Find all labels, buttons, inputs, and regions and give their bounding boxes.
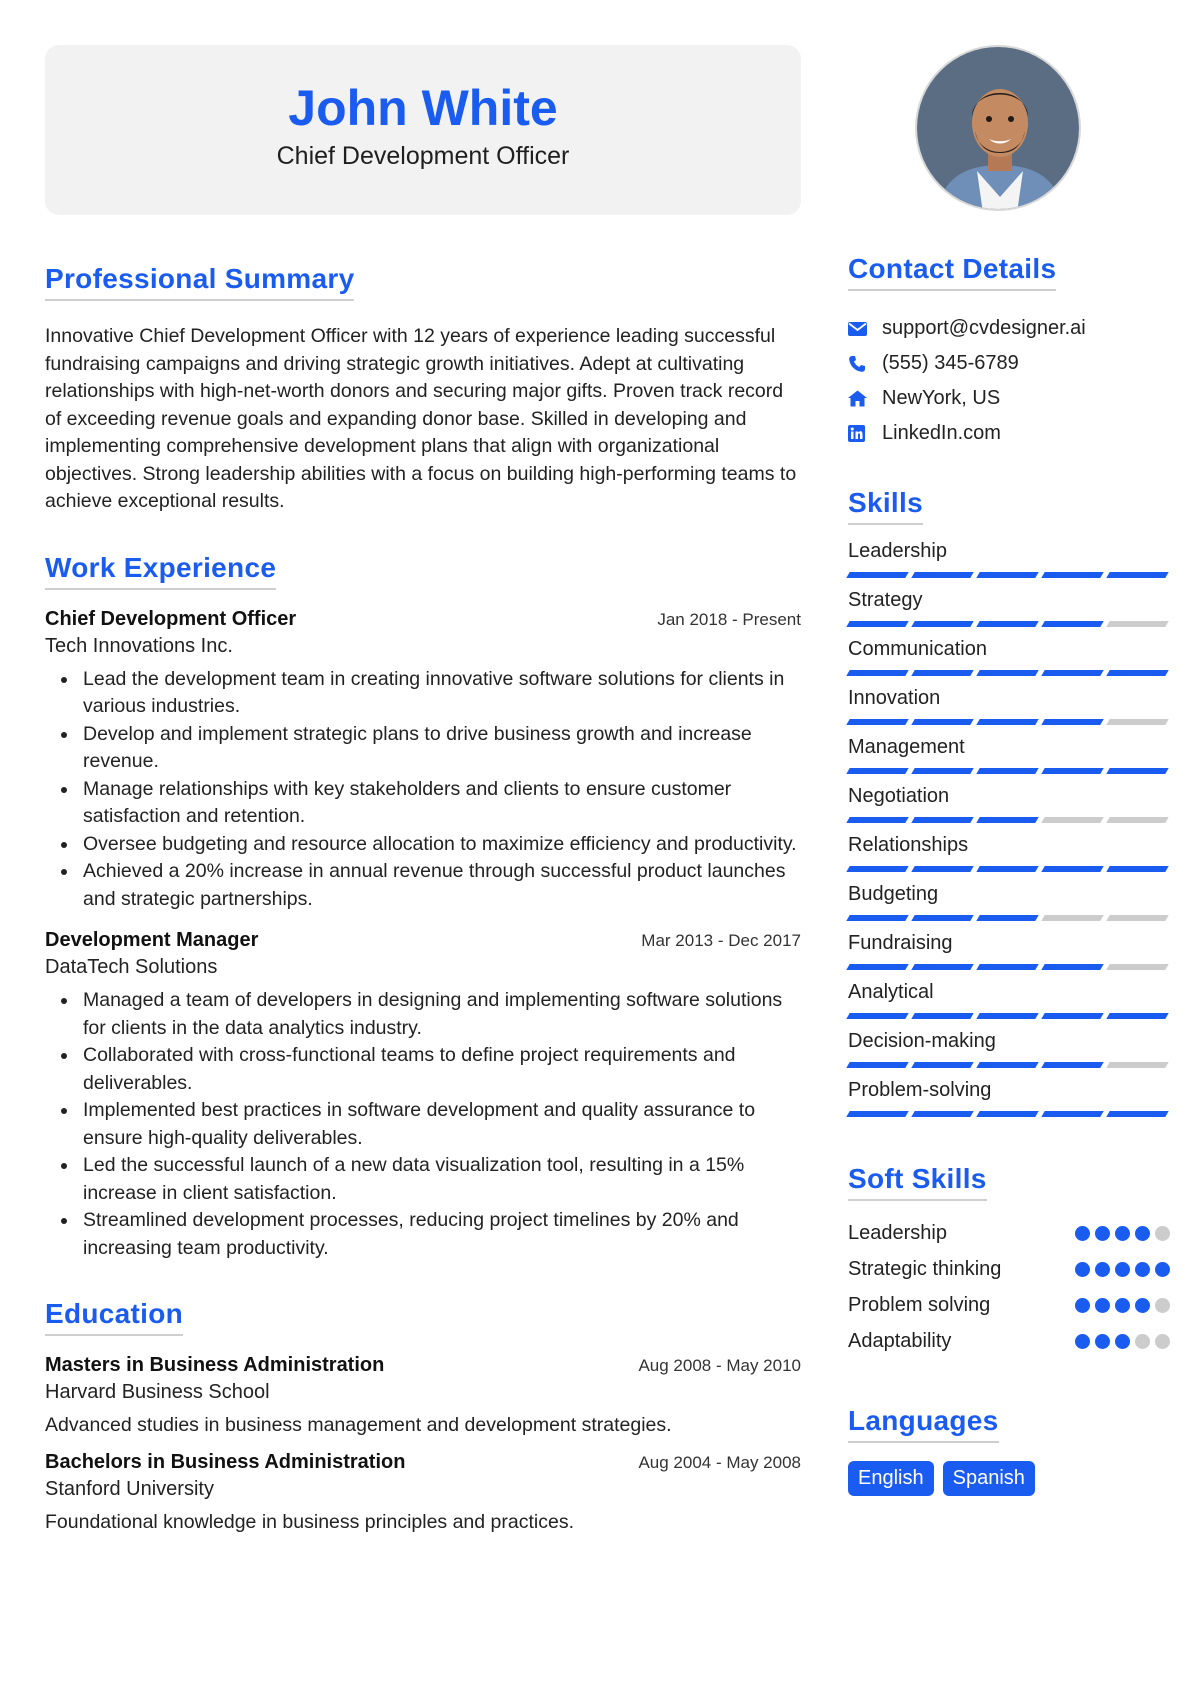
rating-dot [1095,1226,1110,1241]
skill-level-segment [1106,1062,1168,1068]
bullet-item: Achieved a 20% increase in annual revenue through successful product launches and strategic partnerships. [45,858,801,913]
skill-name: Leadership [848,540,947,562]
main-column [45,45,801,1534]
candidate-name: John White [288,80,558,136]
contact-linkedin[interactable] [848,416,1170,451]
linkedin-icon [848,425,882,442]
skill-level-segment [1041,1111,1103,1117]
skill-level-segment [846,719,908,725]
skill-level-segment [846,768,908,774]
skill-item [848,637,1170,676]
skill-item [848,588,1170,627]
company-name: Tech Innovations Inc. [45,634,233,657]
bullet-item: Develop and implement strategic plans to drive business growth and increase revenue. [45,721,801,776]
linkedin-text: LinkedIn.com [882,422,1001,444]
rating-dot [1075,1298,1090,1313]
skill-item [848,539,1170,578]
job-title: Chief Development Officer [45,607,297,630]
skill-name: Relationships [848,834,969,856]
skill-level-segment [911,1111,973,1117]
job-entry [45,929,801,1262]
rating-dot [1075,1226,1090,1241]
skill-level-segment [846,572,908,578]
skill-item [848,980,1170,1019]
skill-level-segment [976,964,1038,970]
email-text: support@cvdesigner.ai [882,317,1086,339]
contact-phone[interactable] [848,346,1170,381]
skill-level-segment [846,670,908,676]
skill-level-segment [911,621,973,627]
skill-level-segment [1106,670,1168,676]
skill-name: Analytical [848,981,934,1003]
skill-level-bar [848,1013,1170,1019]
skill-level-segment [1106,1111,1168,1117]
soft-skill-name: Strategic thinking [848,1257,1002,1280]
location-text: NewYork, US [882,387,1001,409]
skill-level-segment [846,964,908,970]
rating-dot [1155,1334,1170,1349]
skill-level-segment [1041,719,1103,725]
skill-name: Negotiation [848,785,950,807]
contact-location [848,381,1170,416]
header-card [45,45,801,215]
skill-name: Innovation [848,687,941,709]
skill-level-segment [1041,768,1103,774]
skill-level-bar [848,572,1170,578]
skills-heading: Skills [848,487,923,525]
job-bullets [45,987,801,1262]
skill-level-segment [911,670,973,676]
rating-dot [1115,1298,1130,1313]
skill-level-segment [1106,719,1168,725]
skill-name: Communication [848,638,987,660]
contact-list [848,311,1170,451]
skill-name: Strategy [848,589,923,611]
skill-level-segment [1041,621,1103,627]
job-bullets [45,666,801,914]
education-dates: Aug 2008 - May 2010 [638,1356,801,1375]
skill-level-segment [911,768,973,774]
skills-list [848,539,1170,1117]
contact-heading: Contact Details [848,253,1056,291]
job-dates: Jan 2018 - Present [657,609,801,629]
skill-level-segment [911,915,973,921]
skill-level-segment [1041,572,1103,578]
skill-item [848,833,1170,872]
bullet-item: Implemented best practices in software development and quality assurance to ensure high-quality deliverables. [45,1097,801,1152]
skill-level-segment [1041,1062,1103,1068]
skill-level-segment [976,572,1038,578]
skill-level-segment [976,1013,1038,1019]
soft-skill-rating [1075,1262,1170,1277]
skill-level-segment [911,572,973,578]
skill-level-segment [846,1062,908,1068]
skill-level-segment [1106,1013,1168,1019]
job-title: Development Manager [45,929,259,951]
language-tag: Spanish [943,1461,1035,1496]
soft-skill-rating [1075,1298,1170,1313]
sidebar-column [848,45,1170,1496]
skill-level-segment [1106,915,1168,921]
skill-name: Budgeting [848,883,939,905]
skill-level-segment [1041,866,1103,872]
degree-name: Masters in Business Administration [45,1354,385,1376]
skill-level-bar [848,1111,1170,1117]
education-heading: Education [45,1298,183,1336]
skill-level-segment [911,1062,973,1068]
skill-level-segment [976,768,1038,774]
phone-text: (555) 345-6789 [882,352,1019,374]
skill-level-segment [911,1013,973,1019]
bullet-item: Manage relationships with key stakeholders and clients to ensure customer satisfaction and retention. [45,776,801,831]
rating-dot [1135,1298,1150,1313]
home-icon [848,390,882,407]
skill-item [848,931,1170,970]
skill-level-segment [846,1111,908,1117]
skill-level-segment [976,866,1038,872]
phone-icon [848,355,882,373]
languages-heading: Languages [848,1405,999,1443]
skill-level-segment [911,866,973,872]
company-name: DataTech Solutions [45,956,218,978]
skill-level-segment [1106,572,1168,578]
skill-level-segment [846,866,908,872]
skill-item [848,882,1170,921]
bullet-item: Streamlined development processes, reducing project timelines by 20% and increasing team productivity. [45,1207,801,1262]
skill-level-segment [976,1062,1038,1068]
skill-level-bar [848,768,1170,774]
skill-level-segment [911,719,973,725]
skill-level-segment [976,915,1038,921]
skill-level-segment [846,1013,908,1019]
skill-item [848,1029,1170,1068]
education-description: Advanced studies in business management and development strategies. [45,1414,672,1436]
school-name: Stanford University [45,1478,214,1500]
soft-skill-name: Adaptability [848,1329,952,1352]
skill-level-bar [848,719,1170,725]
rating-dot [1095,1334,1110,1349]
soft-skill-item [848,1215,1170,1251]
job-entry [45,608,801,914]
skill-item [848,735,1170,774]
skill-level-segment [1041,1013,1103,1019]
job-dates: Mar 2013 - Dec 2017 [641,931,801,950]
soft-skill-rating [1075,1334,1170,1349]
soft-skill-item [848,1287,1170,1323]
skill-level-segment [976,817,1038,823]
skill-level-segment [911,817,973,823]
degree-name: Bachelors in Business Administration [45,1451,406,1473]
skill-level-bar [848,964,1170,970]
skill-level-segment [976,621,1038,627]
skill-level-segment [1106,866,1168,872]
skill-level-segment [1041,670,1103,676]
skill-level-bar [848,866,1170,872]
bullet-item: Led the successful launch of a new data visualization tool, resulting in a 15% increase in client satisfaction. [45,1152,801,1207]
skill-level-segment [846,915,908,921]
profile-photo [915,45,1081,211]
rating-dot [1095,1298,1110,1313]
soft-skill-rating [1075,1226,1170,1241]
education-dates: Aug 2004 - May 2008 [638,1453,801,1472]
education-description: Foundational knowledge in business principles and practices. [45,1511,574,1533]
rating-dot [1155,1262,1170,1277]
skill-level-bar [848,670,1170,676]
skill-level-segment [1106,964,1168,970]
candidate-title: Chief Development Officer [276,142,570,170]
skill-item [848,686,1170,725]
rating-dot [1115,1334,1130,1349]
soft-skill-item [848,1251,1170,1287]
bullet-item: Collaborated with cross-functional teams to define project requirements and deliverables. [45,1042,801,1097]
summary-text: Innovative Chief Development Officer with 12 years of experience leading successful fundraising campaigns and driving strategic growth initiatives. Adept at cultivating relationships with high-net-worth donors and securing major gifts. Proven track record of exceeding revenue goals and expanding donor base. Skilled in developing and implementing comprehensive development plans that align with organizational objectives. Strong leadership abilities with a focus on building high-performing teams to achieve exceptional results. [45,325,797,512]
rating-dot [1135,1334,1150,1349]
summary-heading: Professional Summary [45,263,354,301]
skill-level-bar [848,817,1170,823]
rating-dot [1135,1262,1150,1277]
rating-dot [1115,1262,1130,1277]
skill-level-segment [1106,817,1168,823]
soft-skill-name: Leadership [848,1221,947,1244]
skill-level-segment [911,964,973,970]
skill-level-bar [848,915,1170,921]
avatar-illustration [917,47,1081,211]
skill-name: Decision-making [848,1030,996,1052]
skill-item [848,784,1170,823]
job-list [45,608,801,1263]
rating-dot [1095,1262,1110,1277]
soft-skills-heading: Soft Skills [848,1163,987,1201]
skill-level-segment [1041,915,1103,921]
education-entry [45,1354,801,1437]
skill-level-segment [976,719,1038,725]
soft-skill-name: Problem solving [848,1293,991,1316]
skill-item [848,1078,1170,1117]
soft-skills-list [848,1215,1170,1359]
rating-dot [1075,1334,1090,1349]
skill-level-segment [1041,964,1103,970]
rating-dot [1155,1298,1170,1313]
rating-dot [1075,1262,1090,1277]
skill-level-segment [976,670,1038,676]
bullet-item: Managed a team of developers in designing and implementing software solutions for clients in the data analytics industry. [45,987,801,1042]
skill-level-segment [846,621,908,627]
skill-level-segment [976,1111,1038,1117]
skill-level-segment [1106,621,1168,627]
rating-dot [1115,1226,1130,1241]
skill-level-segment [1106,768,1168,774]
skill-name: Management [848,736,965,758]
languages-list [848,1461,1170,1496]
bullet-item: Oversee budgeting and resource allocation to maximize efficiency and productivity. [45,831,801,859]
language-tag: English [848,1461,934,1496]
skill-level-segment [846,817,908,823]
skill-name: Fundraising [848,932,953,954]
skill-level-bar [848,621,1170,627]
work-heading: Work Experience [45,552,276,590]
rating-dot [1155,1226,1170,1241]
skill-level-segment [1041,817,1103,823]
soft-skill-item [848,1323,1170,1359]
school-name: Harvard Business School [45,1381,270,1403]
skill-level-bar [848,1062,1170,1068]
contact-email[interactable] [848,311,1170,346]
bullet-item: Lead the development team in creating innovative software solutions for clients in various industries. [45,666,801,721]
rating-dot [1135,1226,1150,1241]
skill-name: Problem-solving [848,1079,992,1101]
envelope-icon [848,322,882,336]
education-entry [45,1451,801,1534]
